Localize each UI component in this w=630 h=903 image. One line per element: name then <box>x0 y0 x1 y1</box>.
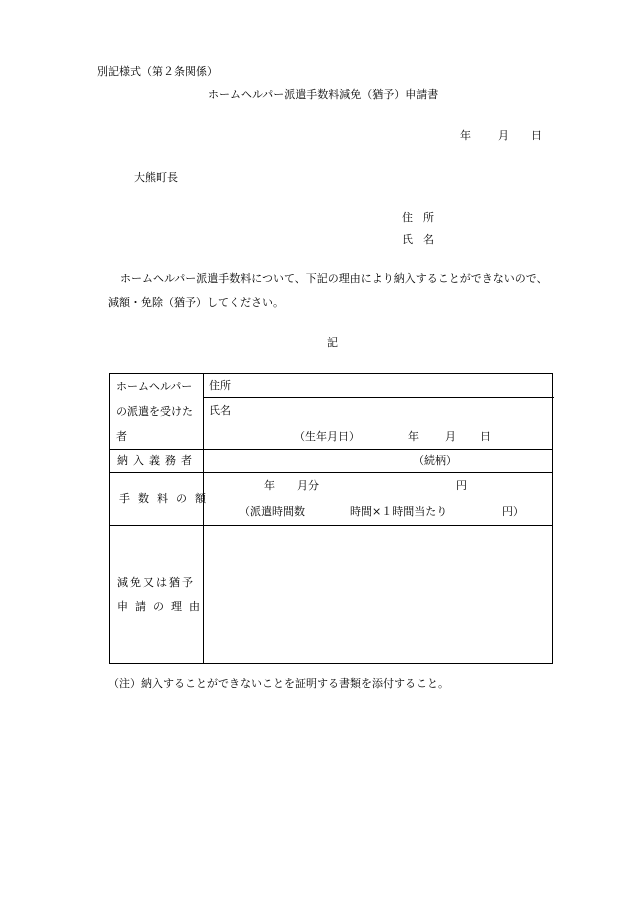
payer-label: 納入義務者 <box>117 454 197 467</box>
footnote: （注）納入することができないことを証明する書類を添付すること。 <box>108 677 449 690</box>
relation-label: （続柄） <box>413 454 457 467</box>
date-month: 月 <box>498 129 509 142</box>
fee-detail-rate: 時間×１時間当たり <box>350 505 448 518</box>
recipient-label-line-3: 者 <box>116 430 127 443</box>
fee-label: 手数料の額 <box>119 492 214 505</box>
table-row-divider <box>110 449 552 450</box>
fee-detail-yen: 円） <box>502 505 524 518</box>
birth-date-label: （生年月日） <box>294 430 360 443</box>
birth-year-label: 年 <box>408 430 419 443</box>
applicant-address-label: 住所 <box>402 211 444 224</box>
fee-yen-label: 円 <box>456 479 467 492</box>
fee-month-label: 月分 <box>297 479 319 492</box>
application-form-table <box>109 373 553 664</box>
document-title: ホームヘルパー派遣手数料減免（猶予）申請書 <box>208 88 439 101</box>
fee-detail-hours: （派遣時間数 <box>239 505 305 518</box>
birth-month-label: 月 <box>445 430 456 443</box>
recipient-label-line-1: ホームヘルパー <box>116 380 193 393</box>
applicant-name-label: 氏名 <box>402 233 444 246</box>
recipient-name-label: 氏名 <box>209 404 231 417</box>
date-year: 年 <box>460 129 471 142</box>
fee-year-label: 年 <box>264 479 275 492</box>
body-text-line-2: 減額・免除（猶予）してください。 <box>108 296 284 309</box>
reason-label-line-2: 申請の理由 <box>117 600 207 613</box>
form-identifier: 別記様式（第２条関係） <box>97 65 218 78</box>
addressee: 大熊町長 <box>134 171 178 184</box>
birth-day-label: 日 <box>480 430 491 443</box>
ki-heading: 記 <box>327 336 338 349</box>
table-row-divider <box>110 472 552 473</box>
reason-label-line-1: 減免又は猶予 <box>117 576 195 589</box>
date-day: 日 <box>531 129 542 142</box>
recipient-address-label: 住所 <box>209 379 231 392</box>
body-text-line-1: ホームヘルパー派遣手数料について、下記の理由により納入することができないので、 <box>120 272 548 285</box>
recipient-label-line-2: の派遣を受けた <box>116 405 193 418</box>
table-row-divider <box>203 397 554 398</box>
reason-input-area[interactable] <box>204 526 553 663</box>
